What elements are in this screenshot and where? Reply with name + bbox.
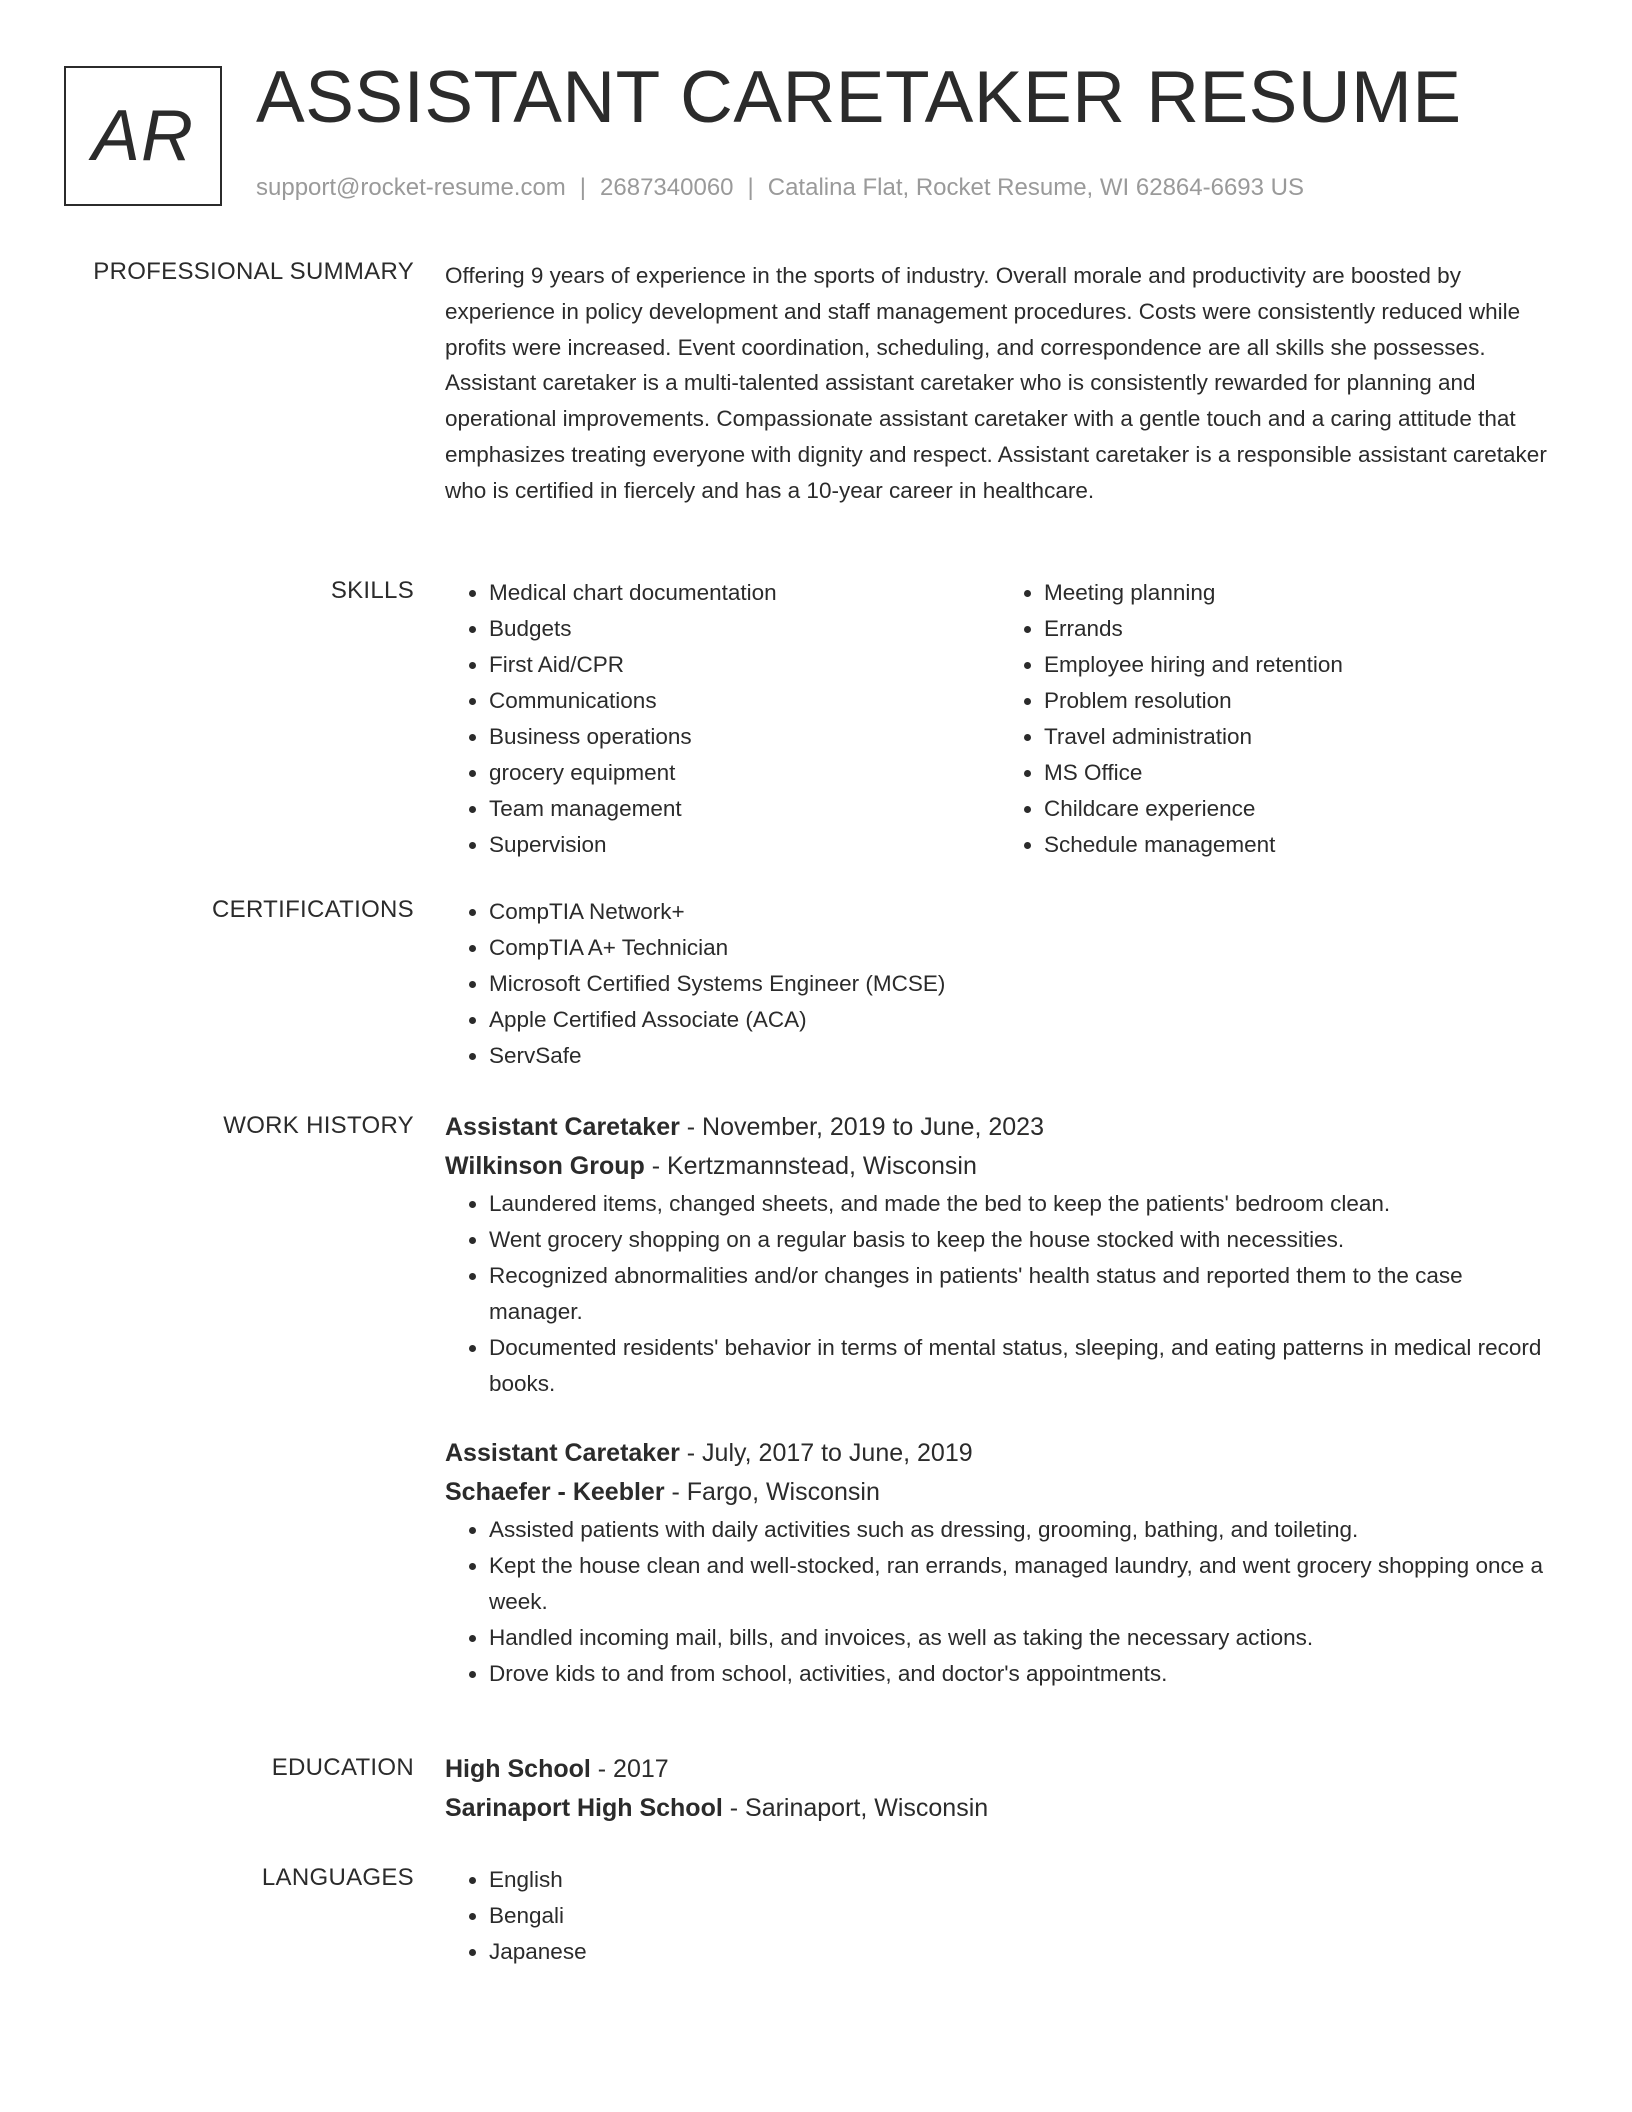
certification-item: • Apple Certified Associate (ACA) xyxy=(489,1002,1555,1038)
skill-item: • First Aid/CPR xyxy=(489,647,1000,683)
job-bullet: • Recognized abnormalities and/or changes in patients' health status and reported them to the case manager. xyxy=(489,1258,1555,1330)
skill-item: • Supervision xyxy=(489,827,1000,863)
language-item: • English xyxy=(489,1862,1555,1898)
contact-separator: | xyxy=(747,174,754,201)
section-label: PROFESSIONAL SUMMARY xyxy=(93,258,414,285)
skills-grid xyxy=(445,575,1555,863)
job-title: Assistant Caretaker xyxy=(445,1113,680,1141)
skill-item: • Childcare experience xyxy=(1044,791,1555,827)
resume-title: ASSISTANT CARETAKER RESUME xyxy=(256,57,1462,138)
job-location: - Kertzmannstead, Wisconsin xyxy=(644,1152,977,1180)
job-entry xyxy=(445,1108,1555,1402)
skill-item: • Communications xyxy=(489,683,1000,719)
skills-list-right xyxy=(1000,575,1555,863)
section-label: WORK HISTORY xyxy=(223,1112,414,1139)
education-degree: High School xyxy=(445,1755,591,1783)
section-label: LANGUAGES xyxy=(261,1864,414,1891)
job-bullet: • Drove kids to and from school, activities, and doctor's appointments. xyxy=(489,1656,1555,1692)
education-degree-line xyxy=(445,1750,1555,1789)
monogram-box xyxy=(64,66,222,206)
contact-address: Catalina Flat, Rocket Resume, WI 62864-6693 US xyxy=(767,174,1304,201)
certification-item: • ServSafe xyxy=(489,1038,1555,1074)
job-title-line xyxy=(445,1434,1555,1473)
certification-item: • CompTIA A+ Technician xyxy=(489,930,1555,966)
job-entry xyxy=(445,1434,1555,1692)
job-bullet: • Kept the house clean and well-stocked, ran errands, managed laundry, and went grocery shopping once a week. xyxy=(489,1548,1555,1620)
education-school: Sarinaport High School xyxy=(445,1794,723,1822)
skills-list-left xyxy=(445,575,1000,863)
work-body xyxy=(445,1108,1555,1692)
education-body xyxy=(445,1750,1555,1828)
job-bullets xyxy=(445,1186,1555,1402)
job-dates: - November, 2019 to June, 2023 xyxy=(679,1113,1044,1141)
education-location: - Sarinaport, Wisconsin xyxy=(722,1794,989,1822)
job-company-line xyxy=(445,1473,1555,1512)
skill-item: • Employee hiring and retention xyxy=(1044,647,1555,683)
skill-item: • Meeting planning xyxy=(1044,575,1555,611)
section-label: SKILLS xyxy=(330,577,414,604)
section-label: CERTIFICATIONS xyxy=(212,896,414,923)
skill-item: • Travel administration xyxy=(1044,719,1555,755)
skill-item: • Schedule management xyxy=(1044,827,1555,863)
section-label: EDUCATION xyxy=(271,1754,414,1781)
job-dates: - July, 2017 to June, 2019 xyxy=(679,1439,973,1467)
monogram-initials: AR xyxy=(91,96,195,176)
skill-item: • Business operations xyxy=(489,719,1000,755)
contact-email[interactable]: support@rocket-resume.com xyxy=(256,174,566,201)
job-bullet: • Handled incoming mail, bills, and invoices, as well as taking the necessary actions. xyxy=(489,1620,1555,1656)
certification-item: • Microsoft Certified Systems Engineer (MCSE) xyxy=(489,966,1555,1002)
certification-item: • CompTIA Network+ xyxy=(489,894,1555,930)
skill-item: • Errands xyxy=(1044,611,1555,647)
skill-item: • MS Office xyxy=(1044,755,1555,791)
job-bullet: • Went grocery shopping on a regular basis to keep the house stocked with necessities. xyxy=(489,1222,1555,1258)
certifications-list xyxy=(445,894,1555,1074)
job-company-line xyxy=(445,1147,1555,1186)
skill-item: • grocery equipment xyxy=(489,755,1000,791)
skill-item: • Problem resolution xyxy=(1044,683,1555,719)
skill-item: • Medical chart documentation xyxy=(489,575,1000,611)
language-item: • Japanese xyxy=(489,1934,1555,1970)
education-year: - 2017 xyxy=(590,1755,669,1783)
job-company: Schaefer - Keebler xyxy=(445,1478,665,1506)
skill-item: • Budgets xyxy=(489,611,1000,647)
certifications-body xyxy=(445,894,1555,1074)
skill-item: • Team management xyxy=(489,791,1000,827)
language-item: • Bengali xyxy=(489,1898,1555,1934)
job-company: Wilkinson Group xyxy=(445,1152,645,1180)
languages-list xyxy=(445,1862,1555,1970)
job-title-line xyxy=(445,1108,1555,1147)
contact-line xyxy=(256,174,1304,202)
job-bullet: • Documented residents' behavior in terms of mental status, sleeping, and eating patterns in medical record books. xyxy=(489,1330,1555,1402)
job-title: Assistant Caretaker xyxy=(445,1439,680,1467)
education-school-line xyxy=(445,1789,1555,1828)
summary-text: Offering 9 years of experience in the sports of industry. Overall morale and productivity are boosted by experience in policy development and staff management procedures. Costs were consistently reduced while profits were increased. Event coordination, scheduling, and correspondence are all skills she possesses. Assistant caretaker is a multi-talented assistant caretaker who is consistently rewarded for planning and operational improvements. Compassionate assistant caretaker with a gentle touch and a caring attitude that emphasizes treating everyone with dignity and respect. Assistant caretaker is a responsible assistant caretaker who is certified in fiercely and has a 10-year career in healthcare. xyxy=(445,263,1547,503)
job-bullet: • Assisted patients with daily activities such as dressing, grooming, bathing, and toileting. xyxy=(489,1512,1555,1548)
job-bullets xyxy=(445,1512,1555,1692)
contact-separator: | xyxy=(579,174,587,201)
languages-body xyxy=(445,1862,1555,1970)
job-location: - Fargo, Wisconsin xyxy=(664,1478,880,1506)
job-bullet: • Laundered items, changed sheets, and made the bed to keep the patients' bedroom clean. xyxy=(489,1186,1555,1222)
contact-phone[interactable]: 2687340060 xyxy=(600,174,734,201)
